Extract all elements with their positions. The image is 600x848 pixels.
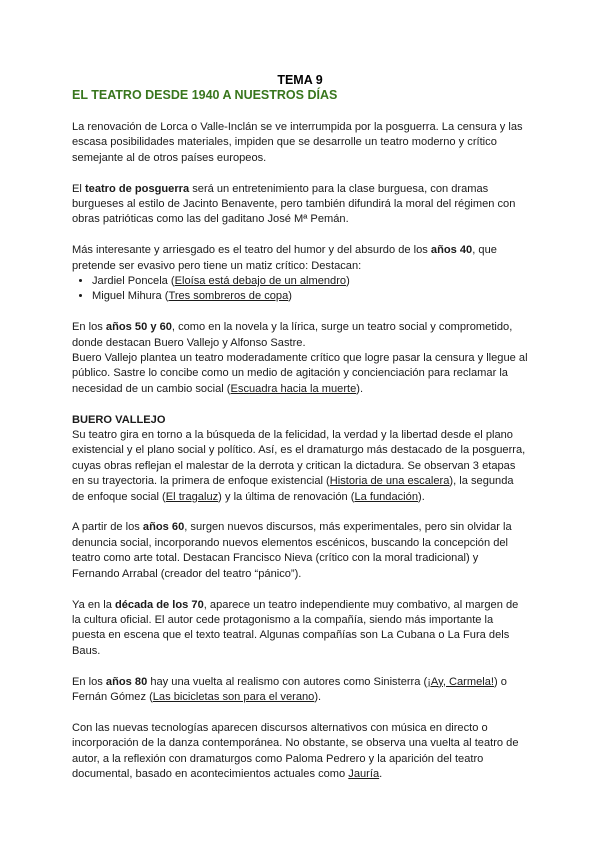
work-title: El tragaluz — [165, 490, 219, 503]
page-title: TEMA 9 — [277, 73, 323, 87]
text-run: En los — [72, 321, 106, 334]
paragraph-humor — [72, 243, 528, 274]
work-title: Historia de una escalera — [329, 475, 450, 488]
paragraph-buero — [72, 428, 528, 505]
paragraph-intro: La renovación de Lorca o Valle-Inclán se ve interrumpida por la posguerra. La censura y las escasa posibilidades materiales, impiden que se desarrolle un teatro moderno y crítico semejante al de otros países europeos. — [72, 121, 523, 164]
bold-term: años 60 — [142, 521, 185, 534]
work-title: Eloísa está debajo de un almendro — [174, 275, 347, 288]
work-title: La fundación — [354, 490, 418, 503]
work-title: Jauría — [348, 767, 380, 780]
bold-term: años 80 — [105, 675, 148, 688]
paragraph-60 — [72, 520, 528, 582]
page-subtitle: EL TEATRO DESDE 1940 A NUESTROS DÍAS — [72, 88, 338, 102]
document-body — [72, 120, 528, 798]
text-run: ). — [418, 490, 425, 503]
text-run: Con las nuevas tecnologías aparecen discursos alternativos con música en directo o incorporación de la danza contemporánea. No obstante, se observa una vuelta al teatro de autor, a la reflexión con dramaturgos como Paloma Pedrero y la aparición del teatro documental, basado en acontecimientos actuales como — [72, 721, 519, 780]
text-run: ), la segunda de enfoque social ( — [72, 475, 514, 503]
bold-term: años 40 — [430, 244, 473, 257]
text-run: Buero Vallejo plantea un teatro moderadamente crítico que logre pasar la censura y llegue al público. Sastre lo concibe como un medio de agitación y concienciación para reclamar la necesidad de un cambio social ( — [72, 352, 528, 395]
paragraph-50-60 — [72, 320, 528, 397]
text-run: Ya en la — [72, 598, 115, 611]
text-run: ). — [314, 690, 322, 703]
text-run: hay una vuelta al realismo con autores como Sinisterra ( — [147, 675, 428, 688]
author-name: Miguel Mihura ( — [92, 290, 169, 303]
work-title: Tres sombreros de copa — [168, 290, 289, 303]
work-title: ¡Ay, Carmela! — [427, 675, 494, 688]
text-run: Más interesante y arriesgado es el teatro del humor y del absurdo de los — [72, 244, 431, 257]
text-run: ) — [346, 275, 350, 288]
text-run: ) — [288, 290, 292, 303]
paragraph-new-tech — [72, 721, 528, 783]
work-title: Escuadra hacia la muerte — [230, 382, 357, 395]
text-run: , aparece un teatro independiente muy combativo, al margen de la cultura oficial. El autor cede protagonismo a la compañía, siendo más importante la puesta en escena que el texto teatral. Algunas compañías son La Cubana o La Fura dels Baus. — [72, 598, 519, 657]
list-item — [92, 274, 528, 289]
text-run: , surgen nuevos discursos, más experimentales, pero sin olvidar la denuncia social, incorporando nuevos elementos escénicos, buscando la concepción del teatro como arte total. Destacan Francisco Nieva (crítico con la moral tradicional) y Fernando Arrabal (creador del teatro “pánico”). — [72, 521, 512, 580]
text-run: , que pretende ser evasivo pero tiene un matiz crítico: Destacan: — [72, 244, 497, 272]
text-run: A partir de los — [72, 521, 143, 534]
text-run: ). — [356, 382, 364, 395]
text-run: será un entretenimiento para la clase burguesa, con dramas burgueses al estilo de Jacinto Benavente, pero también difundirá la moral del régimen con obras patrióticas como las del gaditano José Mª Pemán. — [72, 182, 516, 226]
text-run: ) o Fernán Gómez ( — [72, 675, 507, 703]
section-heading-buero: BUERO VALLEJO — [72, 413, 166, 426]
text-run: El — [72, 182, 85, 195]
work-title: Las bicicletas son para el verano — [152, 690, 315, 703]
text-run: Su teatro gira en torno a la búsqueda de la felicidad, la verdad y la libertad desde el plano existencial y el plano social y político. Así, es el dramaturgo más destacado de la posguerra, cuyas obras reflejan el malestar de la derrota y critican la dictadura. Se observan 3 etapas en su trayectoria. la primera de enfoque existencial ( — [72, 429, 526, 488]
paragraph-80 — [72, 675, 528, 706]
bold-term: década de los 70 — [114, 598, 204, 611]
paragraph-posguerra — [72, 182, 528, 228]
bold-term: teatro de posguerra — [84, 182, 190, 195]
author-name: Jardiel Poncela ( — [92, 275, 175, 288]
list-item — [92, 289, 528, 304]
authors-list — [72, 274, 528, 305]
text-run: En los — [72, 675, 106, 688]
bold-term: años 50 y 60 — [105, 321, 172, 334]
paragraph-70 — [72, 598, 528, 660]
text-run: . — [379, 767, 383, 780]
text-run: ) y la última de renovación ( — [218, 490, 355, 503]
text-run: , como en la novela y la lírica, surge un teatro social y comprometido, donde destacan Buero Vallejo y Alfonso Sastre. — [72, 321, 513, 349]
